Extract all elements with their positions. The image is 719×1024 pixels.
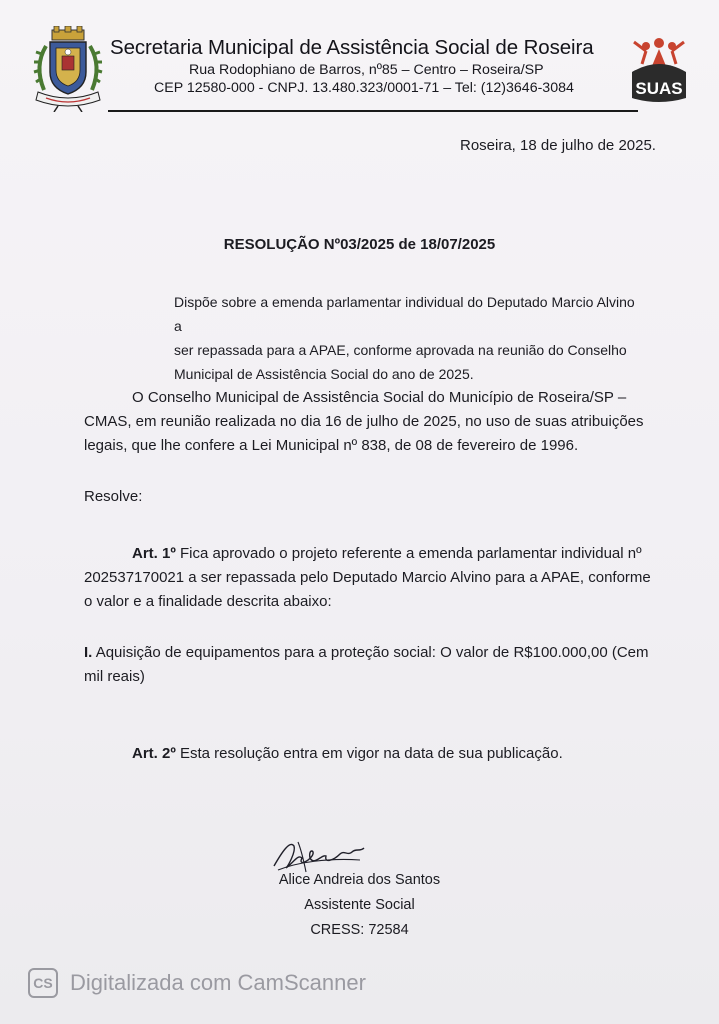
resolve-heading: Resolve:	[84, 488, 143, 505]
article-1-line: 202537170021 a ser repassada pelo Deputado Marcio Alvino para a APAE, conforme	[84, 569, 651, 586]
camscanner-watermark	[28, 968, 366, 998]
resolution-title: RESOLUÇÃO Nº03/2025 de 18/07/2025	[223, 236, 496, 253]
item-1-line: Aquisição de equipamentos para a proteção social: O valor de R$100.000,00 (Cem	[95, 644, 649, 661]
article-2	[84, 742, 660, 766]
article-2-label: Art. 2º	[132, 745, 176, 762]
article-1-label: Art. 1º	[132, 545, 176, 562]
header-divider	[108, 110, 638, 112]
signatory-registration: CRESS: 72584	[310, 922, 409, 938]
suas-logo-label: SUAS	[635, 79, 683, 98]
preamble-line: O Conselho Municipal de Assistência Social do Município de Roseira/SP –	[132, 389, 627, 406]
header-title: Secretaria Municipal de Assistência Social de Roseira	[110, 36, 594, 59]
header-contact: CEP 12580-000 - CNPJ. 13.480.323/0001-71 – Tel: (12)3646-3084	[154, 80, 574, 96]
signatory-name: Alice Andreia dos Santos	[278, 872, 441, 888]
suas-logo-icon	[626, 34, 692, 106]
item-1	[84, 641, 660, 689]
preamble-line: CMAS, em reunião realizada no dia 16 de julho de 2025, no uso de suas atribuições	[84, 413, 644, 430]
preamble-line: legais, que lhe confere a Lei Municipal nº 838, de 08 de fevereiro de 1996.	[84, 437, 579, 454]
article-1	[84, 542, 660, 614]
municipal-coat-of-arms-icon	[28, 26, 108, 112]
article-1-line: o valor e a finalidade descrita abaixo:	[84, 593, 332, 610]
camscanner-icon: CS	[28, 968, 58, 998]
article-2-text: Esta resolução entra em vigor na data de sua publicação.	[180, 745, 563, 762]
ementa	[174, 290, 644, 386]
item-1-label: I.	[84, 644, 93, 661]
item-1-line: mil reais)	[84, 668, 145, 685]
ementa-line: Municipal de Assistência Social do ano de 2025.	[174, 366, 474, 382]
signatory-role: Assistente Social	[304, 897, 415, 913]
camscanner-text: Digitalizada com CamScanner	[70, 970, 366, 995]
ementa-line: ser repassada para a APAE, conforme aprovada na reunião do Conselho	[174, 342, 627, 358]
article-1-line: Fica aprovado o projeto referente a emenda parlamentar individual nº	[180, 545, 642, 562]
preamble	[84, 386, 660, 458]
document-date: Roseira, 18 de julho de 2025.	[460, 137, 656, 154]
ementa-line: Dispõe sobre a emenda parlamentar individual do Deputado Marcio Alvino a	[174, 294, 635, 334]
header-address: Rua Rodophiano de Barros, nº85 – Centro – Roseira/SP	[189, 62, 544, 78]
